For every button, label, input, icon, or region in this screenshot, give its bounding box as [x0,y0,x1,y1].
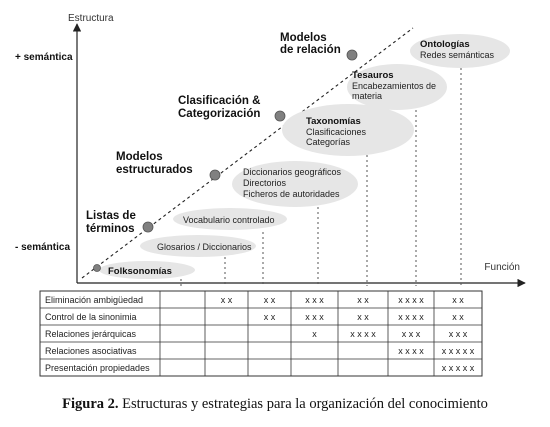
table-cell: x x x x [398,312,424,322]
table-cell: x x x x [398,346,424,356]
table-cell: x x [220,295,233,305]
caption-text: Estructuras y estrategias para la organización del conocimiento [122,396,488,412]
x-axis-title: Función [484,262,520,273]
table-cell: x [312,329,317,339]
model-label-clasificacion: Clasificación & Categorización [178,95,261,120]
table-cell: x x [452,312,464,322]
bubble-subtitle-tesauros: Encabezamientos de materia [352,81,437,101]
table-row-label: Presentación propiedades [45,363,150,373]
strategy-table [40,291,482,376]
table-row-label: Relaciones asociativas [45,346,137,356]
bubble-label-vocabulario: Vocabulario controlado [183,215,275,225]
table-row-label: Relaciones jerárquicas [45,329,137,339]
table-cell: x x [357,295,369,305]
figure-caption [0,396,550,413]
table-cell: x x [263,295,276,305]
table-cell: x x x [305,295,324,305]
dot-folksonomias [94,265,101,272]
table-row-label: Control de la sinonimia [45,312,137,322]
dot-clasificacion [275,111,285,121]
table-body [45,295,475,373]
bubble-title-tesauros: Tesauros [352,70,394,81]
table-cell: x x x x x [441,346,475,356]
table-cell: x x [263,312,276,322]
model-label-listas: Listas de términos [86,210,136,235]
table-cell: x x [357,312,369,322]
table-cell: x x x x [398,295,424,305]
y-axis-low-label: - semántica [15,242,71,253]
y-axis-title: Estructura [68,13,114,24]
table-cell: x x x [448,329,468,339]
table-cell: x x x [401,329,421,339]
bubble-title-taxonomias: Taxonomías [306,116,361,127]
table-cell: x x x x x [441,363,475,373]
dot-modelos-estructurados [210,170,220,180]
bubble-label-glosarios: Glosarios / Diccionarios [157,242,252,252]
table-row-label: Eliminación ambigüedad [45,295,144,305]
model-label-relacion: Modelos de relación [280,32,341,56]
bubble-subtitle-ontologias: Redes semánticas [420,50,495,60]
dot-modelos-relacion [347,50,357,60]
caption-label: Figura 2. [62,396,119,412]
bubble-title-ontologias: Ontologías [420,39,470,50]
table-cell: x x x [305,312,324,322]
table-cell: x x [452,295,464,305]
dot-listas [143,222,153,232]
model-label-estructurados: Modelos estructurados [116,151,193,176]
bubble-label-folksonomias: Folksonomías [108,266,172,277]
bubble-subtitle-taxonomias: Clasificaciones Categorías [306,127,367,147]
table-cell: x x x x [350,329,376,339]
bubble-label-diccionarios: Diccionarios geográficos Directorios Ficheros de autoridades [243,167,342,199]
y-axis-high-label: + semántica [15,52,73,63]
